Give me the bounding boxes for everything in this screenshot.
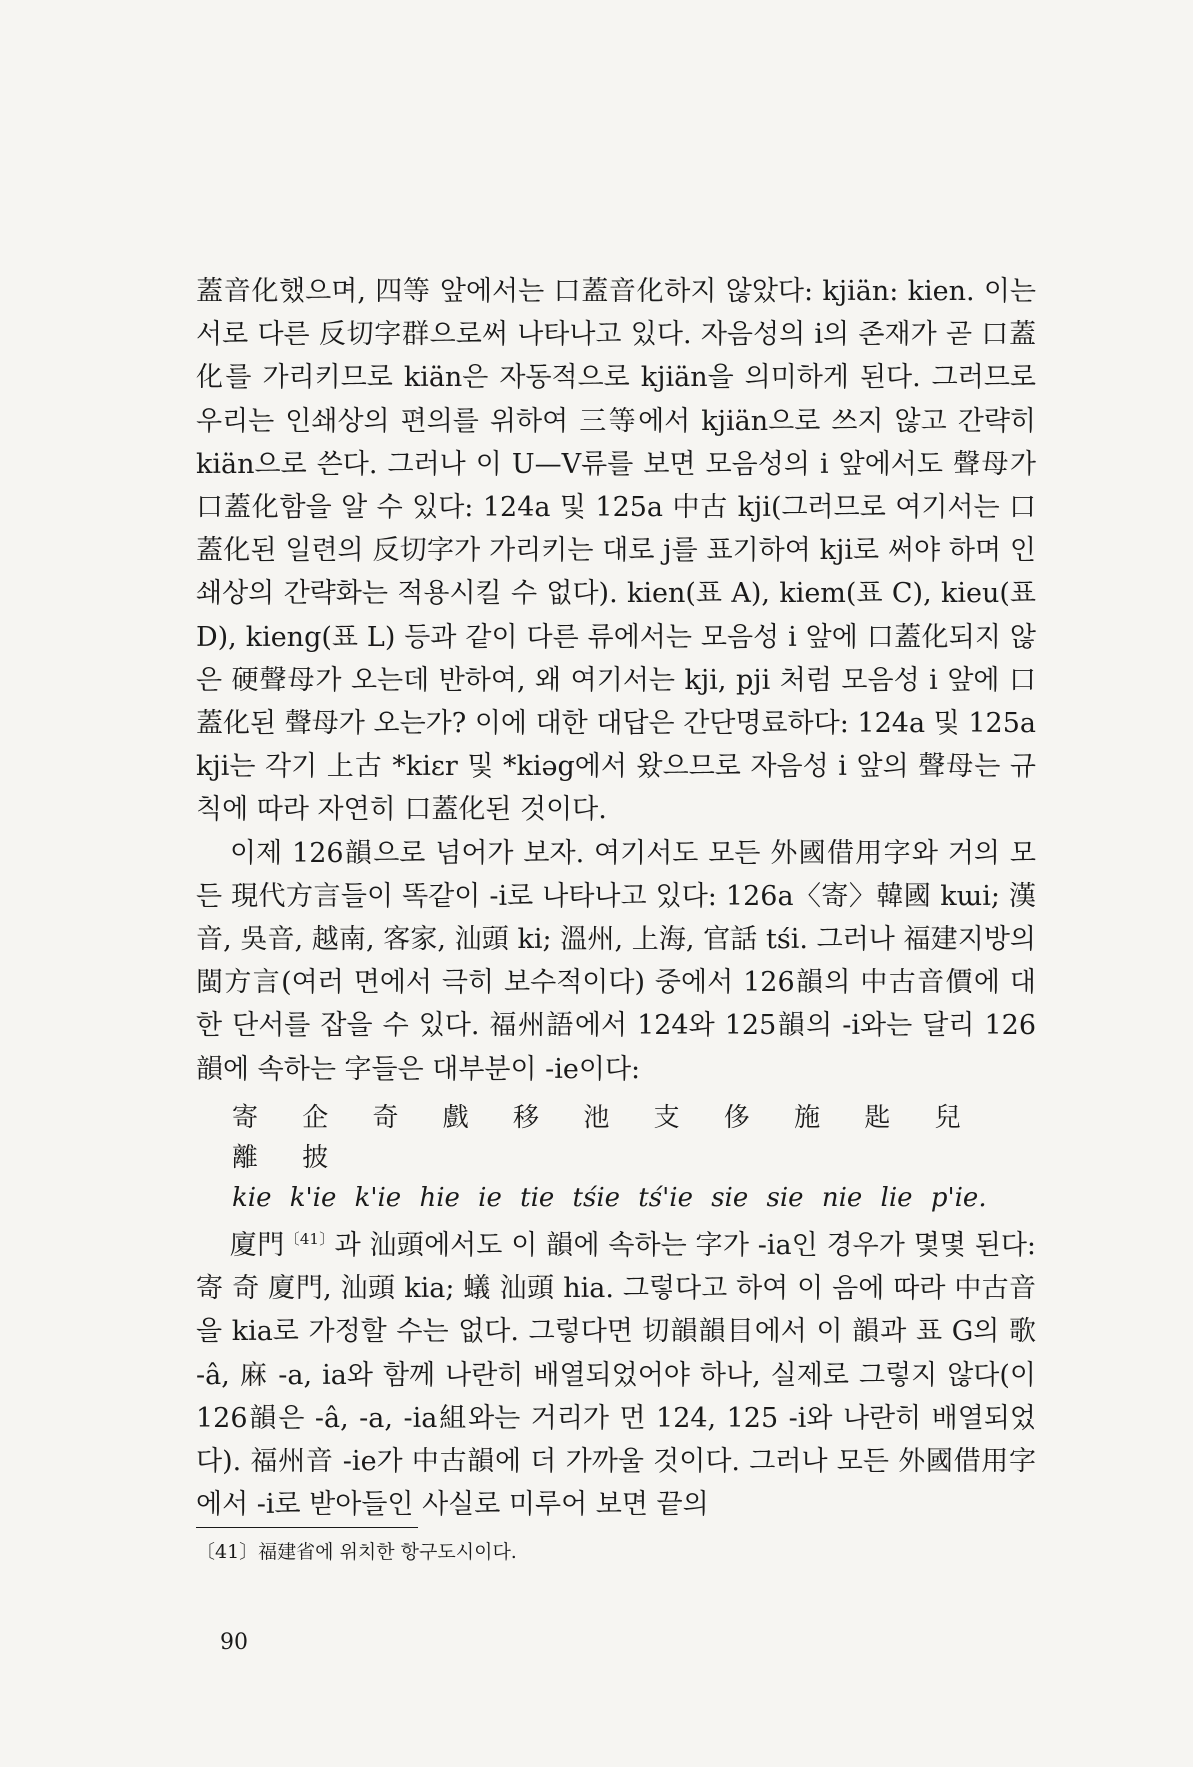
paragraph-1: 蓋音化했으며, 四等 앞에서는 口蓋音化하지 않았다: kjiän: kien. 이는 서로 다른 反切字群으로써 나타나고 있다. 자음성의 i의 존재가 곧 口蓋化를 가리키므로 kiän은 자동적으로 kjiän을 의미하게 된다. 그러므로 우리는 인쇄상의 편의를 위하여 三等에서 kjiän으로 쓰지 않고 간략히 kiän으로 쓴다. 그러나 이 U—V류를 보면 모음성의 i 앞에서도 聲母가 口蓋化함을 알 수 있다: 124a 및 125a 中古 kji(그러므로 여기서는 口蓋化된 일련의 反切字가 가리키는 대로 j를 표기하여 kji로 써야 하며 인쇄상의 간략화는 적용시킬 수 없다). kien(표 A), kiem(표 C), kieu(표 D), kieng(표 L) 등과 같이 다른 류에서는 모음성 i 앞에 口蓋化되지 않은 硬聲母가 오는데 반하여, 왜 여기서는 kji, pji 처럼 모음성 i 앞에 口蓋化된 聲母가 오는가? 이에 대한 대답은 간단명료하다: 124a 및 125a kji는 각기 上古 *kiɛr 및 *kiəg에서 왔으므로 자음성 i 앞의 聲母는 규칙에 따라 자연히 口蓋化된 것이다. [196, 276, 1036, 826]
paragraph-3 [196, 1224, 1036, 1526]
page-number: 90 [220, 1630, 248, 1655]
footnote-reference: 〔41〕 [284, 1230, 335, 1248]
paragraph-2: 이제 126韻으로 넘어가 보자. 여기서도 모든 外國借用字와 거의 모든 現代方言들이 똑같이 -i로 나타나고 있다: 126a〈寄〉韓國 kɯi; 漢音, 吳音, 越南, 客家, 汕頭 ki; 溫州, 上海, 官話 tśi. 그러나 福建지방의 閩方言(여러 면에서 극히 보수적이다) 중에서 126韻의 中古音價에 대한 단서를 잡을 수 있다. 福州語에서 124와 125韻의 -i와는 달리 126韻에 속하는 字들은 대부분이 -ie이다: [196, 837, 1036, 1085]
main-text-continued [196, 1224, 1036, 1526]
paragraph-3-body: 과 汕頭에서도 이 韻에 속하는 字가 -ia인 경우가 몇몇 된다: 寄 奇 廈門, 汕頭 kia; 蟻 汕頭 hia. 그렇다고 하여 이 음에 따라 中古音을 kia로 가정할 수는 없다. 그렇다면 切韻韻目에서 이 韻과 표 G의 歌 -â, 麻 -a, ia와 함께 나란히 배열되었어야 하나, 실제로 그렇지 않다(이 126韻은 -â, -a, -ia組와는 거리가 먼 124, 125 -i와 나란히 배열되었다). 福州音 -ie가 中古韻에 더 가까울 것이다. 그러나 모든 外國借用字에서 -i로 받아들인 사실로 미루어 보면 끝의 [196, 1230, 1037, 1521]
example-list [232, 1098, 1032, 1218]
example-romanization: kie k'ie k'ie hie ie tie tśie tś'ie sie sie nie lie p'ie. [232, 1183, 987, 1213]
footnote-rule [196, 1527, 418, 1528]
example-characters: 寄 企 奇 戲 移 池 支 侈 施 匙 兒 離 披 [232, 1103, 979, 1173]
paragraph-3-lead: 廈門 [230, 1230, 285, 1261]
footnote: 〔41〕福建省에 위치한 항구도시이다. [196, 1541, 517, 1563]
main-text [196, 270, 1036, 1091]
